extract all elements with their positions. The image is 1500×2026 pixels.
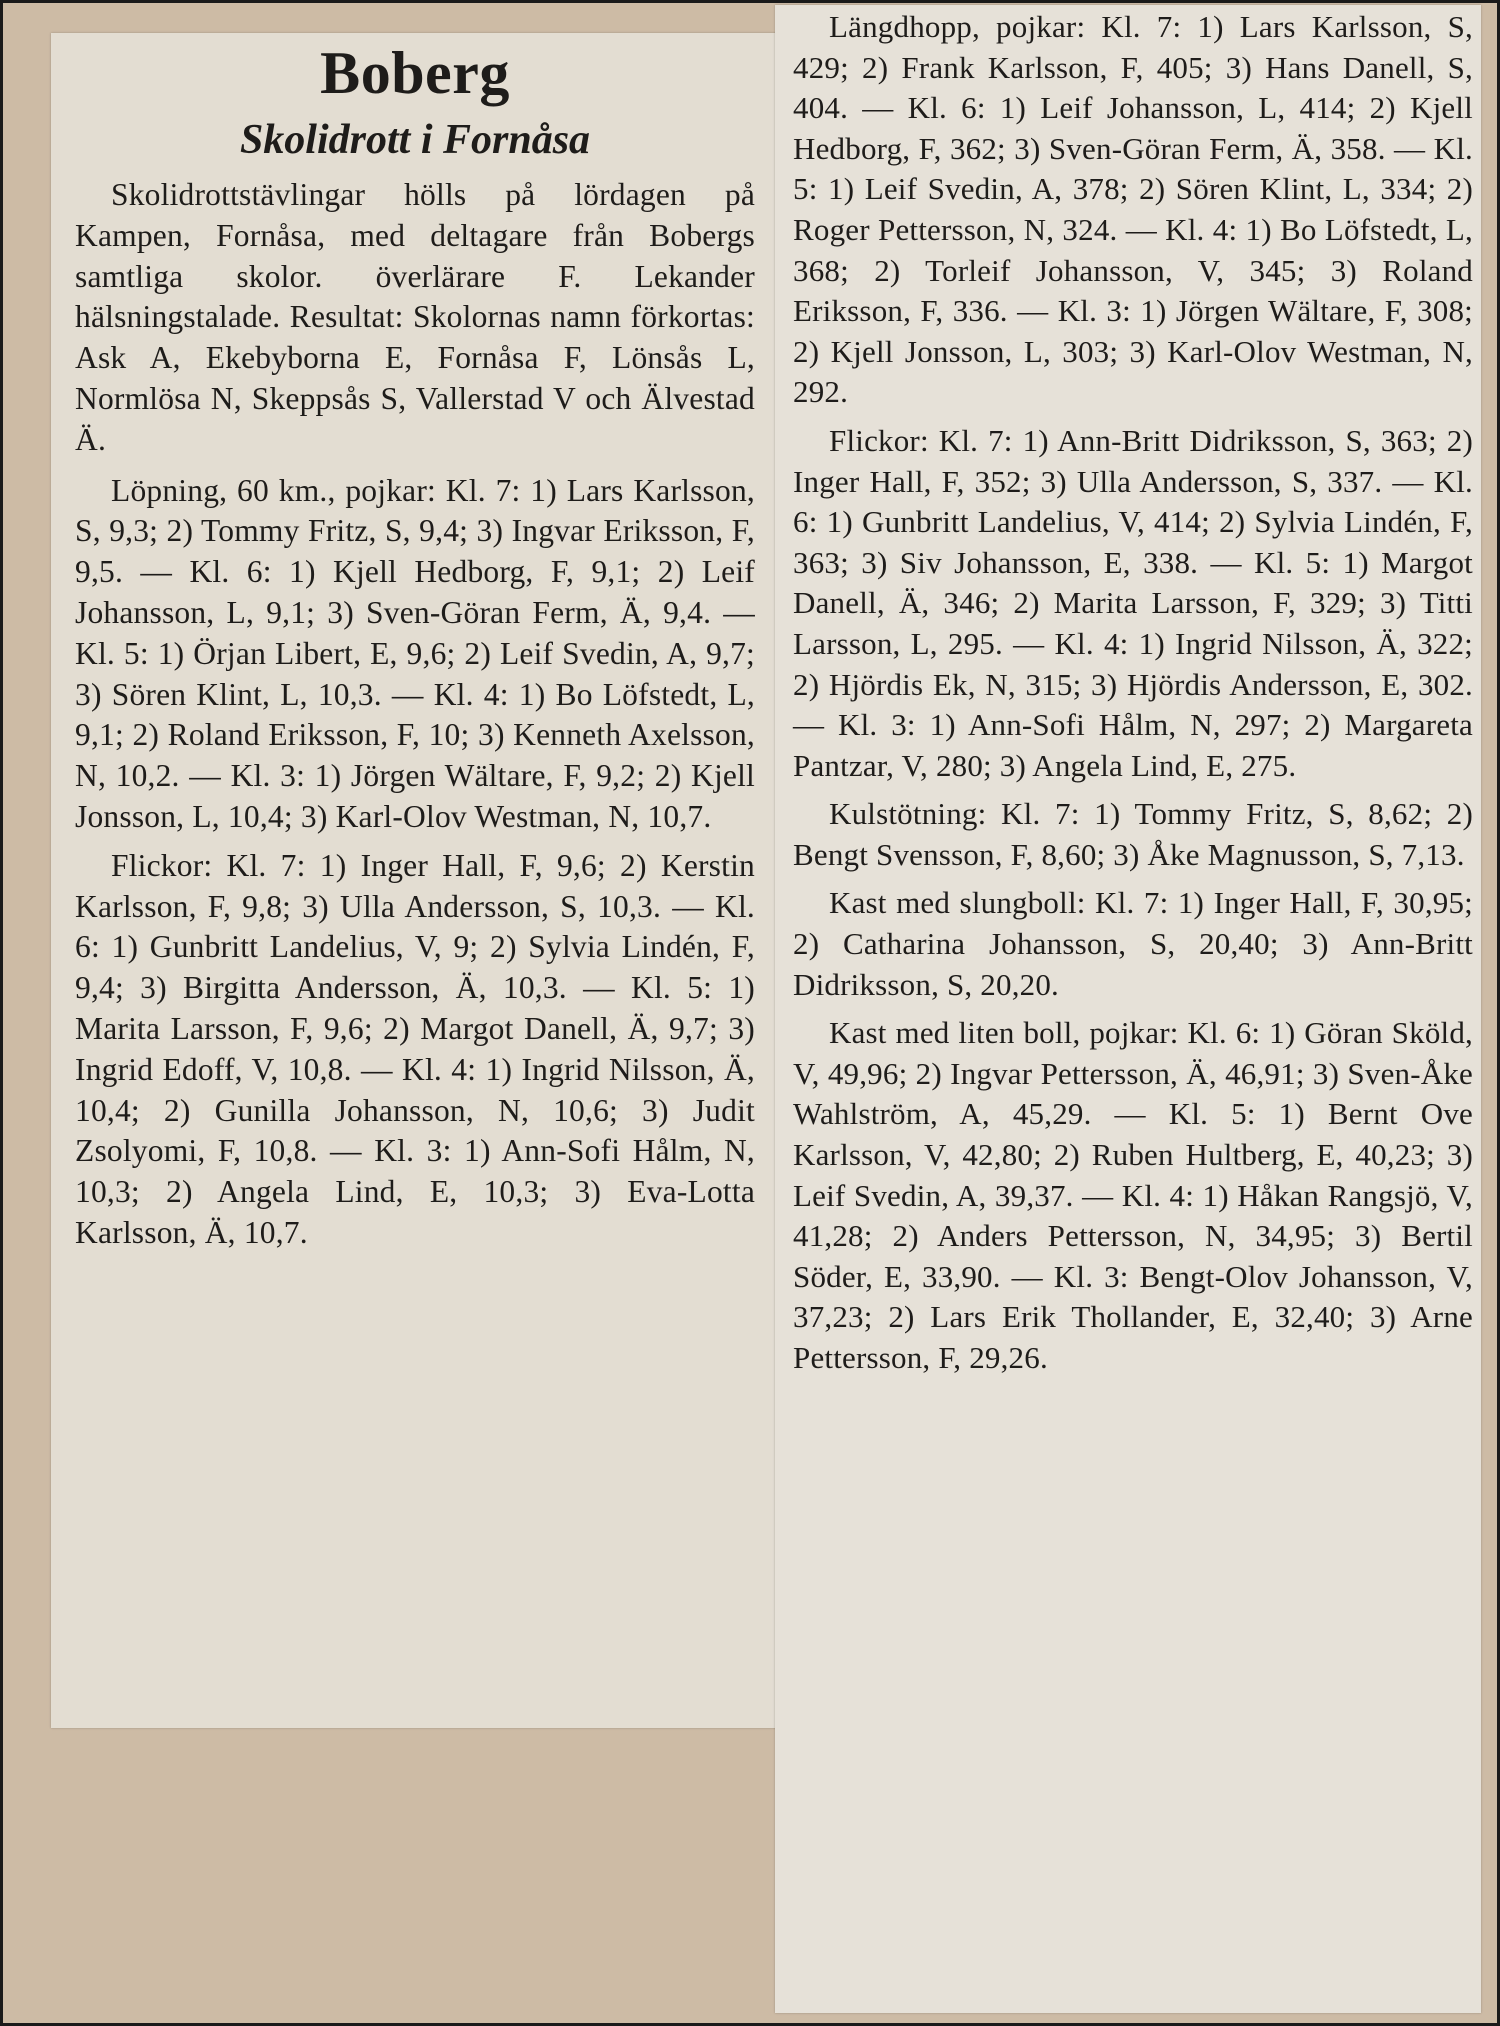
- results-running-boys: Löpning, 60 km., pojkar: Kl. 7: 1) Lars Karlsson, S, 9,3; 2) Tommy Fritz, S, 9,4; 3) Ingvar Eriksson, F, 9,5. — Kl. 6: 1) Kjell Hedborg, F, 9,1; 2) Leif Johansson, L, 9,1; 3) Sven-Göran Ferm, Ä, 9,4. — Kl. 5: 1) Örjan Libert, E, 9,6; 2) Leif Svedin, A, 9,7; 3) Sören Klint, L, 10,3. — Kl. 4: 1) Bo Löfstedt, L, 9,1; 2) Roland Eriksson, F, 10; 3) Kenneth Axelsson, N, 10,2. — Kl. 3: 1) Jörgen Wältare, F, 9,2; 2) Kjell Jonsson, L, 10,4; 3) Karl-Olov Westman, N, 10,7.: [75, 472, 755, 834]
- intro-paragraph: Skolidrottstävlingar hölls på lördagen på Kampen, Fornåsa, med deltagare från Bobergs samtliga skolor. överlärare F. Lekander hälsningstalade. Resultat: Skolornas namn förkortas: Ask A, Ekebyborna E, Fornåsa F, Lönsås L, Normlösa N, Skeppsås S, Vallerstad V och Älvestad Ä.: [75, 177, 755, 457]
- results-long-jump-boys: Längdhopp, pojkar: Kl. 7: 1) Lars Karlsson, S, 429; 2) Frank Karlsson, F, 405; 3) Hans Danell, S, 404. — Kl. 6: 1) Leif Johansson, L, 414; 2) Kjell Hedborg, F, 362; 3) Sven-Göran Ferm, Ä, 358. — Kl. 5: 1) Leif Svedin, A, 378; 2) Sören Klint, L, 334; 2) Roger Pettersson, N, 324. — Kl. 4: 1) Bo Löfstedt, L, 368; 2) Torleif Johansson, V, 345; 3) Roland Eriksson, F, 336. — Kl. 3: 1) Jörgen Wältare, F, 308; 2) Kjell Jonsson, L, 303; 3) Karl-Olov Westman, N, 292.: [793, 9, 1473, 410]
- headline: Boberg: [320, 40, 510, 106]
- results-small-ball: Kast med liten boll, pojkar: Kl. 6: 1) Göran Sköld, V, 49,96; 2) Ingvar Pettersson, Ä, 46,91; 3) Sven-Åke Wahlström, A, 45,29. — Kl. 5: 1) Bernt Ove Karlsson, V, 42,80; 2) Ruben Hultberg, E, 40,23; 3) Leif Svedin, A, 39,37. — Kl. 4: 1) Håkan Rangsjö, V, 41,28; 2) Anders Pettersson, N, 34,95; 3) Bertil Söder, E, 33,90. — Kl. 3: Bengt-Olov Johansson, V, 37,23; 2) Lars Erik Thollander, E, 32,40; 3) Arne Pettersson, F, 29,26.: [793, 1015, 1473, 1375]
- results-sling-ball: Kast med slungboll: Kl. 7: 1) Inger Hall, F, 30,95; 2) Catharina Johansson, S, 20,40; 3) Ann-Britt Didriksson, S, 20,20.: [793, 885, 1473, 1002]
- subheadline: Skolidrott i Fornåsa: [239, 117, 591, 163]
- article-column-left: [75, 37, 755, 1262]
- results-running-girls: Flickor: Kl. 7: 1) Inger Hall, F, 9,6; 2) Kerstin Karlsson, F, 9,8; 3) Ulla Andersson, S, 10,3. — Kl. 6: 1) Gunbritt Landelius, V, 9; 2) Sylvia Lindén, F, 9,4; 3) Birgitta Andersson, Ä, 10,3. — Kl. 5: 1) Marita Larsson, F, 9,6; 2) Margot Danell, Ä, 9,7; 3) Ingrid Edoff, V, 10,8. — Kl. 4: 1) Ingrid Nilsson, Ä, 10,4; 2) Gunilla Johansson, N, 10,6; 3) Judit Zsolyomi, F, 10,8. — Kl. 3: 1) Ann-Sofi Hålm, N, 10,3; 2) Angela Lind, E, 10,3; 3) Eva-Lotta Karlsson, Ä, 10,7.: [75, 847, 755, 1250]
- article-column-right: [793, 7, 1473, 1387]
- results-shot-put: Kulstötning: Kl. 7: 1) Tommy Fritz, S, 8,62; 2) Bengt Svensson, F, 8,60; 3) Åke Magnusson, S, 7,13.: [793, 796, 1473, 872]
- results-long-jump-girls: Flickor: Kl. 7: 1) Ann-Britt Didriksson, S, 363; 2) Inger Hall, F, 352; 3) Ulla Andersson, S, 337. — Kl. 6: 1) Gunbritt Landelius, V, 414; 2) Sylvia Lindén, F, 363; 3) Siv Johansson, E, 338. — Kl. 5: 1) Margot Danell, Ä, 346; 2) Marita Larsson, F, 329; 3) Titti Larsson, L, 295. — Kl. 4: 1) Ingrid Nilsson, Ä, 322; 2) Hjördis Ek, N, 315; 3) Hjördis Andersson, E, 302. — Kl. 3: 1) Ann-Sofi Hålm, N, 297; 2) Margareta Pantzar, V, 280; 3) Angela Lind, E, 275.: [793, 422, 1473, 783]
